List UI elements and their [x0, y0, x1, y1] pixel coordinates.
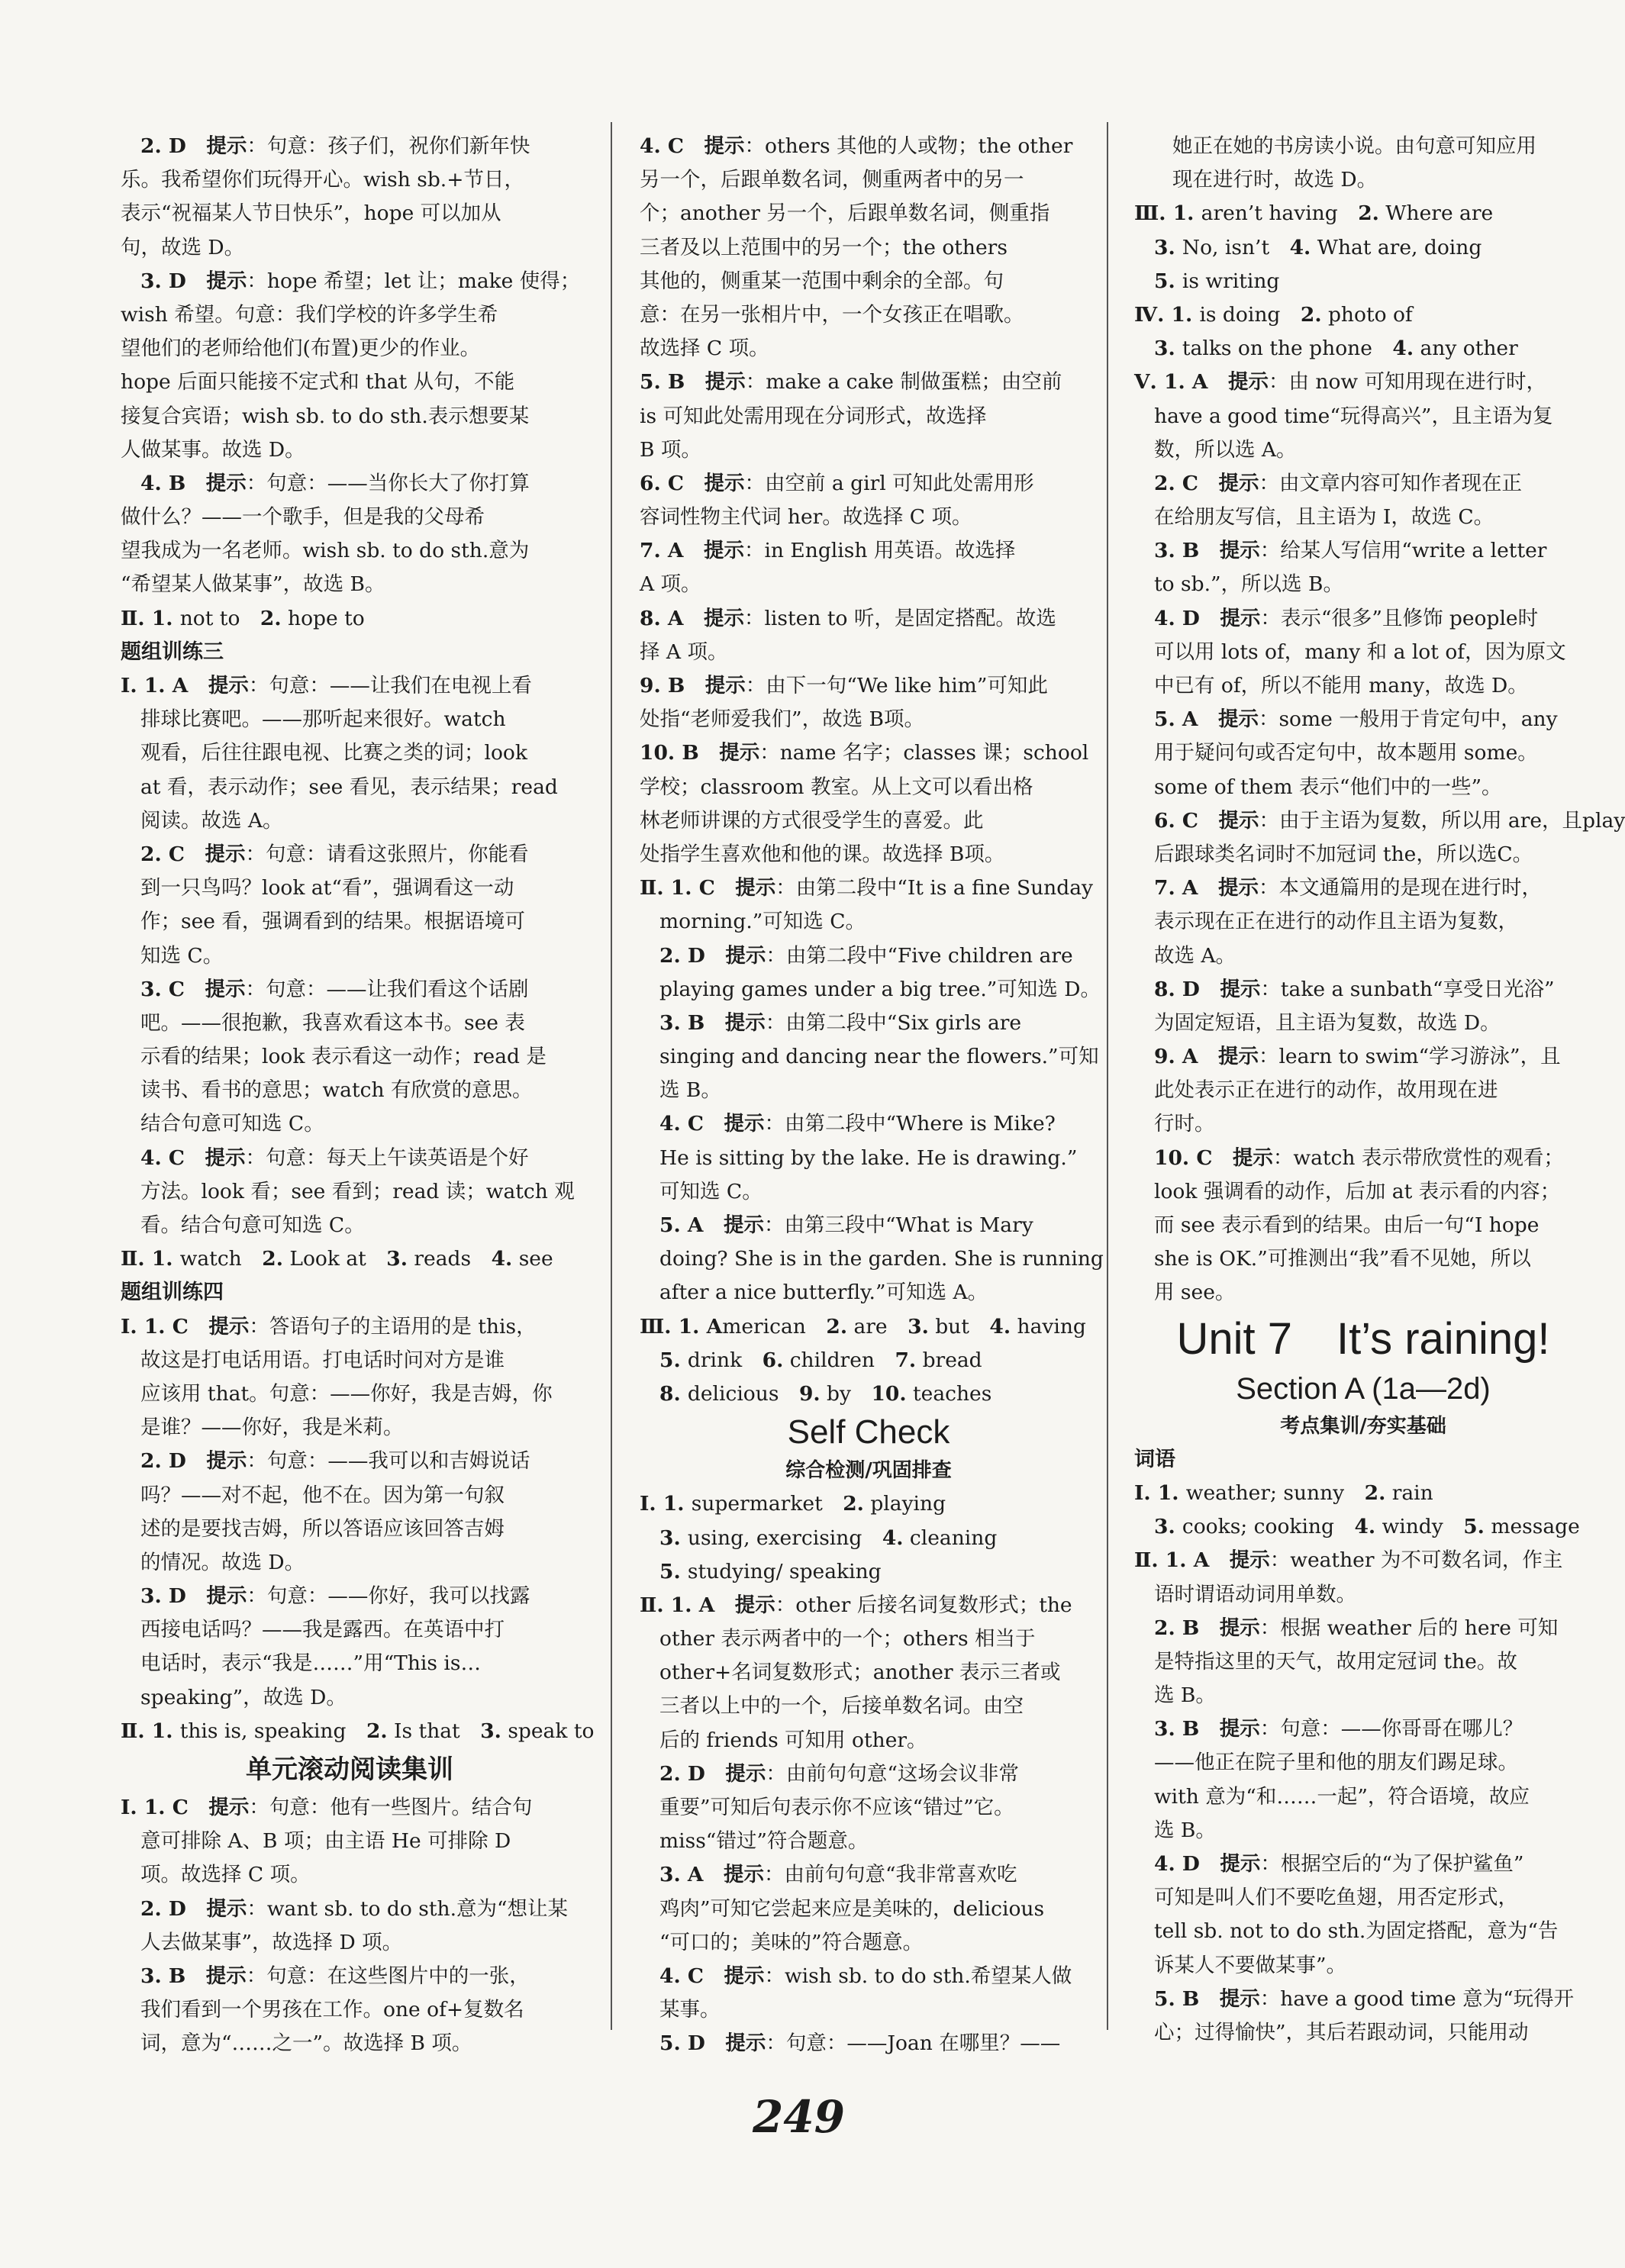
- answer-line: look 强调看的动作，后加 at 表示看的内容；: [1154, 1179, 1561, 1203]
- answer-line: Ⅱ. 1. A 提示：weather 为不可数名词，作主: [1134, 1548, 1563, 1573]
- answer-line: ——他正在院子里和他的朋友们踢足球。: [1154, 1751, 1518, 1775]
- answer-line: 应该用 that。句意：——你好，我是吉姆，你: [140, 1381, 553, 1406]
- answer-line: after a nice butterfly.”可知选 A。: [659, 1281, 988, 1305]
- answer-line: Ⅳ. 1. is doing 2. photo of: [1134, 302, 1413, 327]
- answer-line: miss“错过”符合题意。: [659, 1829, 869, 1854]
- answer-line: 3. A 提示：由前句句意“我非常喜欢吃: [659, 1863, 1017, 1887]
- answer-column-1: [121, 130, 595, 2061]
- answer-line: 读书、看书的意思；watch 有欣赏的意思。: [140, 1078, 533, 1103]
- answer-line: 作；see 看，强调看到的结果。根据语境可: [140, 910, 525, 934]
- answer-line: to sb.”，所以选 B。: [1154, 572, 1343, 597]
- answer-line: Unit 7 It’s raining!: [1176, 1313, 1550, 1364]
- answer-line: 知选 C。: [140, 943, 224, 968]
- answer-line: 处指“老师爱我们”，故选 B项。: [640, 707, 924, 732]
- answer-line: 2. D 提示：句意：孩子们，祝你们新年快: [140, 134, 530, 158]
- answer-line: 4. B 提示：句意：——当你长大了你打算: [140, 471, 530, 495]
- answer-line: 此处表示正在进行的动作，故用现在进: [1154, 1078, 1498, 1103]
- answer-line: 的情况。故选 D。: [140, 1550, 305, 1574]
- answer-line: 吧。——很抱歉，我喜欢看这本书。see 表: [140, 1010, 525, 1035]
- answer-line: 9. B 提示：由下一句“We like him”可知此: [640, 674, 1048, 697]
- answer-line: 综合检测/巩固排查: [785, 1459, 952, 1483]
- answer-line: 9. A 提示：learn to swim“学习游泳”，且: [1154, 1045, 1561, 1069]
- answer-line: 鸡肉”可知它尝起来应是美味的，delicious: [659, 1896, 1045, 1921]
- answer-line: 3. using, exercising 4. cleaning: [659, 1525, 998, 1550]
- answer-line: 阅读。故选 A。: [140, 808, 283, 833]
- answer-line: 个；another 另一个，后跟单数名词，侧重指: [640, 201, 1050, 226]
- answer-line: 后跟球类名词时不加冠词 the，所以选C。: [1154, 842, 1533, 866]
- answer-line: 4. C 提示：others 其他的人或物；the other: [640, 134, 1073, 158]
- answer-line: 中已有 of，所以不能用 many，故选 D。: [1154, 674, 1528, 697]
- answer-line: 选 B。: [1154, 1818, 1216, 1842]
- answer-line: 接复合宾语；wish sb. to do sth.表示想要某: [121, 404, 530, 428]
- answer-line: 结合句意可知选 C。: [140, 1112, 324, 1136]
- answer-line: 方法。look 看；see 看到；read 读；watch 观: [140, 1179, 575, 1203]
- answer-line: other+名词复数形式；another 表示三者或: [659, 1661, 1061, 1685]
- answer-line: Ⅱ. 1. this is, speaking 2. Is that 3. speak to: [121, 1719, 595, 1743]
- answer-line: tell sb. not to do sth.为固定搭配，意为“告: [1154, 1919, 1559, 1944]
- answer-line: 项。故选择 C 项。: [140, 1863, 311, 1887]
- answer-line: 后的 friends 可知用 other。: [659, 1728, 927, 1752]
- answer-line: 选 B。: [659, 1078, 721, 1103]
- answer-line: B 项。: [640, 437, 701, 462]
- answer-line: Ⅲ. 1. aren’t having 2. Where are: [1134, 201, 1494, 226]
- answer-line: 4. D 提示：表示“很多”且修饰 people时: [1154, 606, 1539, 630]
- answer-line: 6. C 提示：由于主语为复数，所以用 are，且play: [1154, 808, 1625, 833]
- answer-line: 到一只鸟吗？look at“看”，强调看这一动: [140, 876, 514, 900]
- answer-line: 而 see 表示看到的结果。由后一句“I hope: [1154, 1213, 1540, 1237]
- answer-line: 示看的结果；look 表示看这一动作；read 是: [140, 1045, 547, 1069]
- answer-line: 学校；classroom 教室。从上文可以看出格: [640, 775, 1033, 799]
- answer-line: 3. B 提示：句意：在这些图片中的一张，: [140, 1964, 530, 1988]
- answer-line: 看。结合句意可知选 C。: [140, 1213, 365, 1237]
- answer-line: 2. D 提示：句意：——我可以和吉姆说话: [140, 1449, 530, 1474]
- answer-line: Ⅰ. 1. C 提示：句意：他有一些图片。结合句: [121, 1796, 533, 1819]
- answer-line: 6. C 提示：由空前 a girl 可知此处需用形: [640, 471, 1034, 495]
- answer-line: Ⅰ. 1. weather; sunny 2. rain: [1134, 1480, 1433, 1505]
- answer-line: hope 后面只能接不定式和 that 从句，不能: [121, 370, 515, 395]
- answer-line: 8. delicious 9. by 10. teaches: [659, 1381, 992, 1406]
- answer-line: 10. C 提示：watch 表示带欣赏性的观看；: [1154, 1145, 1564, 1170]
- column-divider-2: [1107, 122, 1108, 2030]
- answer-column-3: [1134, 130, 1625, 2050]
- answer-line: 4. C 提示：句意：每天上午读英语是个好: [140, 1145, 529, 1170]
- answer-line: is 可知此处需用现在分词形式，故选择: [640, 404, 987, 428]
- answer-line: Ⅱ. 1. C 提示：由第二段中“It is a fine Sunday: [640, 876, 1093, 900]
- answer-line: 诉某人不要做某事”。: [1154, 1953, 1347, 1977]
- answer-line: wish 希望。句意：我们学校的许多学生希: [121, 302, 498, 327]
- answer-line: 3. B 提示：由第二段中“Six girls are: [659, 1010, 1022, 1035]
- answer-line: Ⅰ. 1. supermarket 2. playing: [640, 1492, 946, 1516]
- answer-line: 述的是要找吉姆，所以答语应该回答吉姆: [140, 1516, 505, 1541]
- answer-line: Ⅱ. 1. A 提示：other 后接名词复数形式；the: [640, 1593, 1072, 1617]
- answer-column-2: [640, 130, 1104, 2061]
- answer-line: 乐。我希望你们玩得开心。wish sb.+节日，: [121, 168, 524, 192]
- answer-line: at 看，表示动作；see 看见，表示结果；read: [140, 775, 558, 799]
- answer-line: 三者及以上范围中的另一个；the others: [640, 235, 1008, 259]
- answer-line: He is sitting by the lake. He is drawing.”: [659, 1145, 1078, 1170]
- answer-line: 处指学生喜欢他和他的课。故选择 B项。: [640, 842, 1005, 866]
- answer-line: 故选择 C 项。: [640, 337, 769, 361]
- answer-line: 意：在另一张相片中，一个女孩正在唱歌。: [640, 302, 1024, 327]
- answer-line: 容词性物主代词 her。故选择 C 项。: [640, 505, 972, 530]
- answer-line: 2. D 提示：want sb. to do sth.意为“想让某: [140, 1896, 569, 1921]
- answer-line: 望我成为一名老师。wish sb. to do sth.意为: [121, 539, 530, 563]
- answer-line: singing and dancing near the flowers.”可知: [659, 1045, 1099, 1069]
- page-number: 249: [752, 2091, 846, 2143]
- answer-line: 10. B 提示：name 名字；classes 课；school: [640, 741, 1089, 765]
- answer-line: morning.”可知选 C。: [659, 910, 866, 934]
- answer-line: 电话时，表示“我是……”用“This is…: [140, 1651, 481, 1676]
- answer-line: 7. A 提示：in English 用英语。故选择: [640, 539, 1016, 563]
- answer-line: 林老师讲课的方式很受学生的喜爱。此: [640, 808, 984, 833]
- answer-line: 现在进行时，故选 D。: [1172, 168, 1378, 192]
- answer-line: 词语: [1134, 1447, 1175, 1471]
- answer-line: 句，故选 D。: [121, 235, 245, 259]
- answer-line: 表示“祝福某人节日快乐”，hope 可以加从: [121, 201, 501, 226]
- answer-line: Ⅴ. 1. A 提示：由 now 可知用现在进行时，: [1134, 370, 1547, 395]
- answer-line: 人去做某事”，故选择 D 项。: [140, 1930, 403, 1954]
- answer-line: 4. D 提示：根据空后的“为了保护鲨鱼”: [1154, 1852, 1524, 1876]
- answer-line: 2. B 提示：根据 weather 后的 here 可知: [1154, 1616, 1559, 1640]
- answer-line: 另一个，后跟单数名词，侧重两者中的另一: [640, 168, 1024, 192]
- answer-line: 故选 A。: [1154, 943, 1236, 968]
- answer-line: doing? She is in the garden. She is running: [659, 1247, 1104, 1271]
- answer-line: 单元滚动阅读集训: [246, 1754, 453, 1785]
- answer-line: 用 see。: [1154, 1281, 1236, 1305]
- answer-line: 8. A 提示：listen to 听，是固定搭配。故选: [640, 606, 1056, 630]
- answer-line: 行时。: [1154, 1112, 1215, 1136]
- answer-line: 5. B 提示：make a cake 制做蛋糕；由空前: [640, 370, 1062, 395]
- answer-line: “可口的；美味的”符合题意。: [659, 1930, 924, 1954]
- answer-line: 排球比赛吧。——那听起来很好。watch: [140, 707, 506, 732]
- answer-line: 2. D 提示：由前句句意“这场会议非常: [659, 1761, 1019, 1786]
- answer-line: 选 B。: [1154, 1683, 1216, 1708]
- answer-line: 她正在她的书房读小说。由句意可知应用: [1172, 134, 1536, 158]
- answer-line: 5. B 提示：have a good time 意为“玩得开: [1154, 1986, 1575, 2011]
- answer-line: 我们看到一个男孩在工作。one of+复数名: [140, 1998, 524, 2022]
- answer-line: 人做某事。故选 D。: [121, 437, 305, 462]
- answer-line: 3. D 提示：句意：——你好，我可以找露: [140, 1584, 530, 1609]
- answer-line: “希望某人做某事”，故选 B。: [121, 572, 385, 597]
- answer-line: 望他们的老师给他们(布置)更少的作业。: [121, 337, 481, 361]
- answer-line: 5. A 提示：some 一般用于肯定句中，any: [1154, 707, 1558, 732]
- answer-line: 题组训练三: [121, 639, 224, 664]
- answer-line: 题组训练四: [121, 1281, 224, 1305]
- answer-line: 3. B 提示：句意：——你哥哥在哪儿？: [1154, 1717, 1523, 1741]
- answer-line: 做什么？——一个歌手，但是我的父母希: [121, 505, 485, 530]
- answer-line: Ⅱ. 1. watch 2. Look at 3. reads 4. see: [121, 1247, 553, 1271]
- answer-line: 语时谓语动词用单数。: [1154, 1582, 1356, 1606]
- answer-line: with 意为“和……一起”，符合语境，故应: [1154, 1784, 1530, 1809]
- answer-line: 考点集训/夯实基础: [1280, 1414, 1446, 1438]
- answer-line: 5. A 提示：由第三段中“What is Mary: [659, 1213, 1033, 1237]
- answer-line: Ⅱ. 1. not to 2. hope to: [121, 606, 365, 630]
- answer-line: 表示现在正在进行的动作且主语为复数，: [1154, 910, 1518, 934]
- answer-line: 故这是打电话用语。打电话时问对方是谁: [140, 1348, 505, 1372]
- answer-line: Ⅲ. 1. American 2. are 3. but 4. having: [640, 1314, 1086, 1339]
- answer-line: 三者以上中的一个，后接单数名词。由空: [659, 1694, 1024, 1719]
- answer-line: she is OK.”可推测出“我”看不见她，所以: [1154, 1247, 1531, 1271]
- answer-line: 4. C 提示：wish sb. to do sth.希望某人做: [659, 1964, 1072, 1988]
- answer-line: some of them 表示“他们中的一些”。: [1154, 775, 1502, 799]
- answer-line: have a good time“玩得高兴”，且主语为复: [1154, 404, 1553, 428]
- answer-line: 可知是叫人们不要吃鱼翅，用否定形式，: [1154, 1886, 1518, 1910]
- answer-line: 7. A 提示：本文通篇用的是现在进行时，: [1154, 876, 1542, 900]
- answer-line: 重要”可知后句表示你不应该“错过”它。: [659, 1796, 1014, 1819]
- answer-line: 3. D 提示：hope 希望；let 让；make 使得；: [140, 269, 581, 293]
- answer-line: 可以用 lots of，many 和 a lot of，因为原文: [1154, 639, 1566, 664]
- answer-line: 3. talks on the phone 4. any other: [1154, 337, 1518, 361]
- answer-line: 3. C 提示：句意：——让我们看这个话剧: [140, 977, 529, 1001]
- answer-line: 数，所以选 A。: [1154, 437, 1297, 462]
- answer-line: 可知选 C。: [659, 1179, 763, 1203]
- answer-line: 2. D 提示：由第二段中“Five children are: [659, 943, 1073, 968]
- answer-line: 5. studying/ speaking: [659, 1559, 882, 1583]
- answer-line: 2. C 提示：由文章内容可知作者现在正: [1154, 471, 1522, 495]
- answer-line: 某事。: [659, 1998, 721, 2022]
- answer-line: 是谁？——你好，我是米莉。: [140, 1416, 404, 1440]
- answer-line: other 表示两者中的一个；others 相当于: [659, 1627, 1036, 1651]
- answer-line: 5. drink 6. children 7. bread: [659, 1348, 982, 1372]
- answer-line: 用于疑问句或否定句中，故本题用 some。: [1154, 741, 1538, 765]
- answer-line: 2. C 提示：句意：请看这张照片，你能看: [140, 842, 529, 866]
- answer-line: 心；过得愉快”，其后若跟动词，只能用动: [1154, 2020, 1529, 2044]
- answer-line: 3. cooks; cooking 4. windy 5. message: [1154, 1515, 1580, 1539]
- answer-line: 5. D 提示：句意：——Joan 在哪里？——: [659, 2031, 1061, 2056]
- answer-line: A 项。: [640, 572, 701, 597]
- answer-line: Ⅰ. 1. C 提示：答语句子的主语用的是 this，: [121, 1314, 537, 1339]
- answer-line: 西接电话吗？——我是露西。在英语中打: [140, 1618, 505, 1642]
- answer-line: Ⅰ. 1. A 提示：句意：——让我们在电视上看: [121, 674, 532, 697]
- answer-line: 观看，后往往跟电视、比赛之类的词；look: [140, 741, 527, 765]
- answer-line: 为固定短语，且主语为复数，故选 D。: [1154, 1010, 1501, 1035]
- column-divider-1: [611, 122, 612, 2030]
- answer-line: 在给朋友写信，且主语为 I，故选 C。: [1154, 505, 1494, 530]
- answer-line: 吗？——对不起，他不在。因为第一句叙: [140, 1483, 505, 1507]
- answer-line: 其他的，侧重某一范围中剩余的全部。句: [640, 269, 1004, 293]
- answer-line: 5. is writing: [1154, 269, 1280, 293]
- answer-line: 择 A 项。: [640, 639, 728, 664]
- answer-line: Self Check: [787, 1413, 950, 1451]
- answer-line: playing games under a big tree.”可知选 D。: [659, 977, 1101, 1001]
- answer-line: 意可排除 A、B 项；由主语 He 可排除 D: [140, 1829, 511, 1854]
- answer-line: speaking”，故选 D。: [140, 1685, 347, 1709]
- answer-line: 3. B 提示：给某人写信用“write a letter: [1154, 539, 1547, 563]
- answer-line: 词，意为“……之一”。故选择 B 项。: [140, 2031, 472, 2056]
- answer-line: Section A (1a—2d): [1236, 1371, 1491, 1406]
- answer-line: 8. D 提示：take a sunbath“享受日光浴”: [1154, 977, 1555, 1001]
- answer-line: 3. No, isn’t 4. What are, doing: [1154, 235, 1482, 259]
- answer-line: 4. C 提示：由第二段中“Where is Mike?: [659, 1112, 1056, 1136]
- answer-line: 是特指这里的天气，故用定冠词 the。故: [1154, 1649, 1517, 1674]
